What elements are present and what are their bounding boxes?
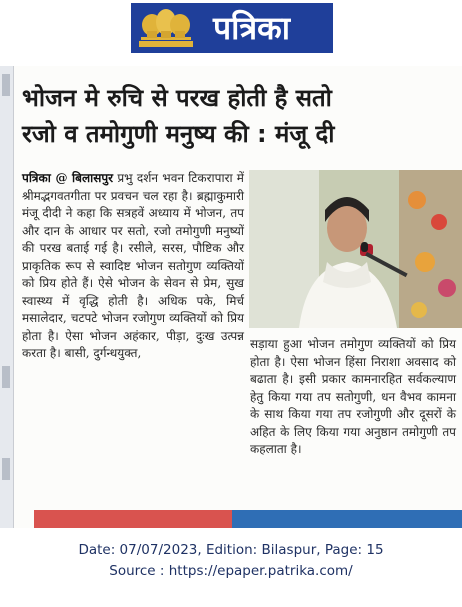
masthead-banner[interactable] (131, 3, 333, 53)
body-text-right: सड़ाया हुआ भोजन तमोगुण व्यक्तियों को प्रिय होता है। ऐसा भोजन हिंसा निराशा अवसाद को बढाता है। इसी प्रकार कामनारहित सर्वकल्याण हेतु किया गया तप सतोगुणी, धन वैभव कामना के साथ किया गया तप रजोगुणी और दूसरों के अहित के लिए किया गया अनुष्ठान तमोगुणी तप कहलाता है। (250, 337, 456, 456)
article-column-right (250, 336, 456, 459)
dateline: पत्रिका @ बिलासपुर (22, 171, 114, 185)
edition-info: Date: 07/07/2023, Edition: Bilaspur, Page: 15 (78, 542, 384, 558)
clipping-left-edge (0, 66, 14, 528)
next-article-left-band (34, 510, 234, 528)
brand-name: पत्रिका (213, 9, 290, 47)
speaker-photo (249, 170, 462, 328)
source-link[interactable]: Source : https://epaper.patrika.com/ (109, 563, 353, 579)
newspaper-clipping (0, 66, 462, 528)
speaker-photo-icon (249, 170, 462, 328)
next-article-right-band (232, 510, 462, 528)
source-footer (0, 540, 462, 582)
headline-line-2: रजो व तमोगुणी मनुष्य की : मंजू दी (22, 120, 335, 148)
body-text-left: प्रभु दर्शन भवन टिकरापारा में श्रीमद्भगवतगीता पर प्रवचन चल रहा है। ब्रह्माकुमारी मंजू दीदी ने कहा कि सत्रहवें अध्याय में भोजन, तप और दान के आधार पर सतो, रजो तमोगुणी मनुष्यों की परख बताई गई है। रसीले, सरस, पौष्टिक और प्राकृतिक रूप से स्वादिष्ट भोजन सतोगुण व्यक्तियों को प्रिय होते हैं। ऐसे भोजन के सेवन से प्रेम, सुख स्वास्थ्य में वृद्धि होती है। अधिक पके, मिर्च मसालेदार, चटपटे भोजन रजोगुण व्यक्तियों को प्रिय होता है। ऐसा भोजन अहंकार, पीड़ा, दुःख उत्पन्न करता है। बासी, दुर्गन्धयुक्त, (22, 171, 244, 360)
next-article-strip (20, 510, 462, 528)
masthead (0, 0, 462, 58)
article-column-left (22, 170, 244, 363)
headline-line-1: भोजन मे रुचि से परख होती है सतो (22, 84, 332, 112)
lion-emblem-icon (137, 7, 195, 49)
article-headline (22, 80, 458, 152)
